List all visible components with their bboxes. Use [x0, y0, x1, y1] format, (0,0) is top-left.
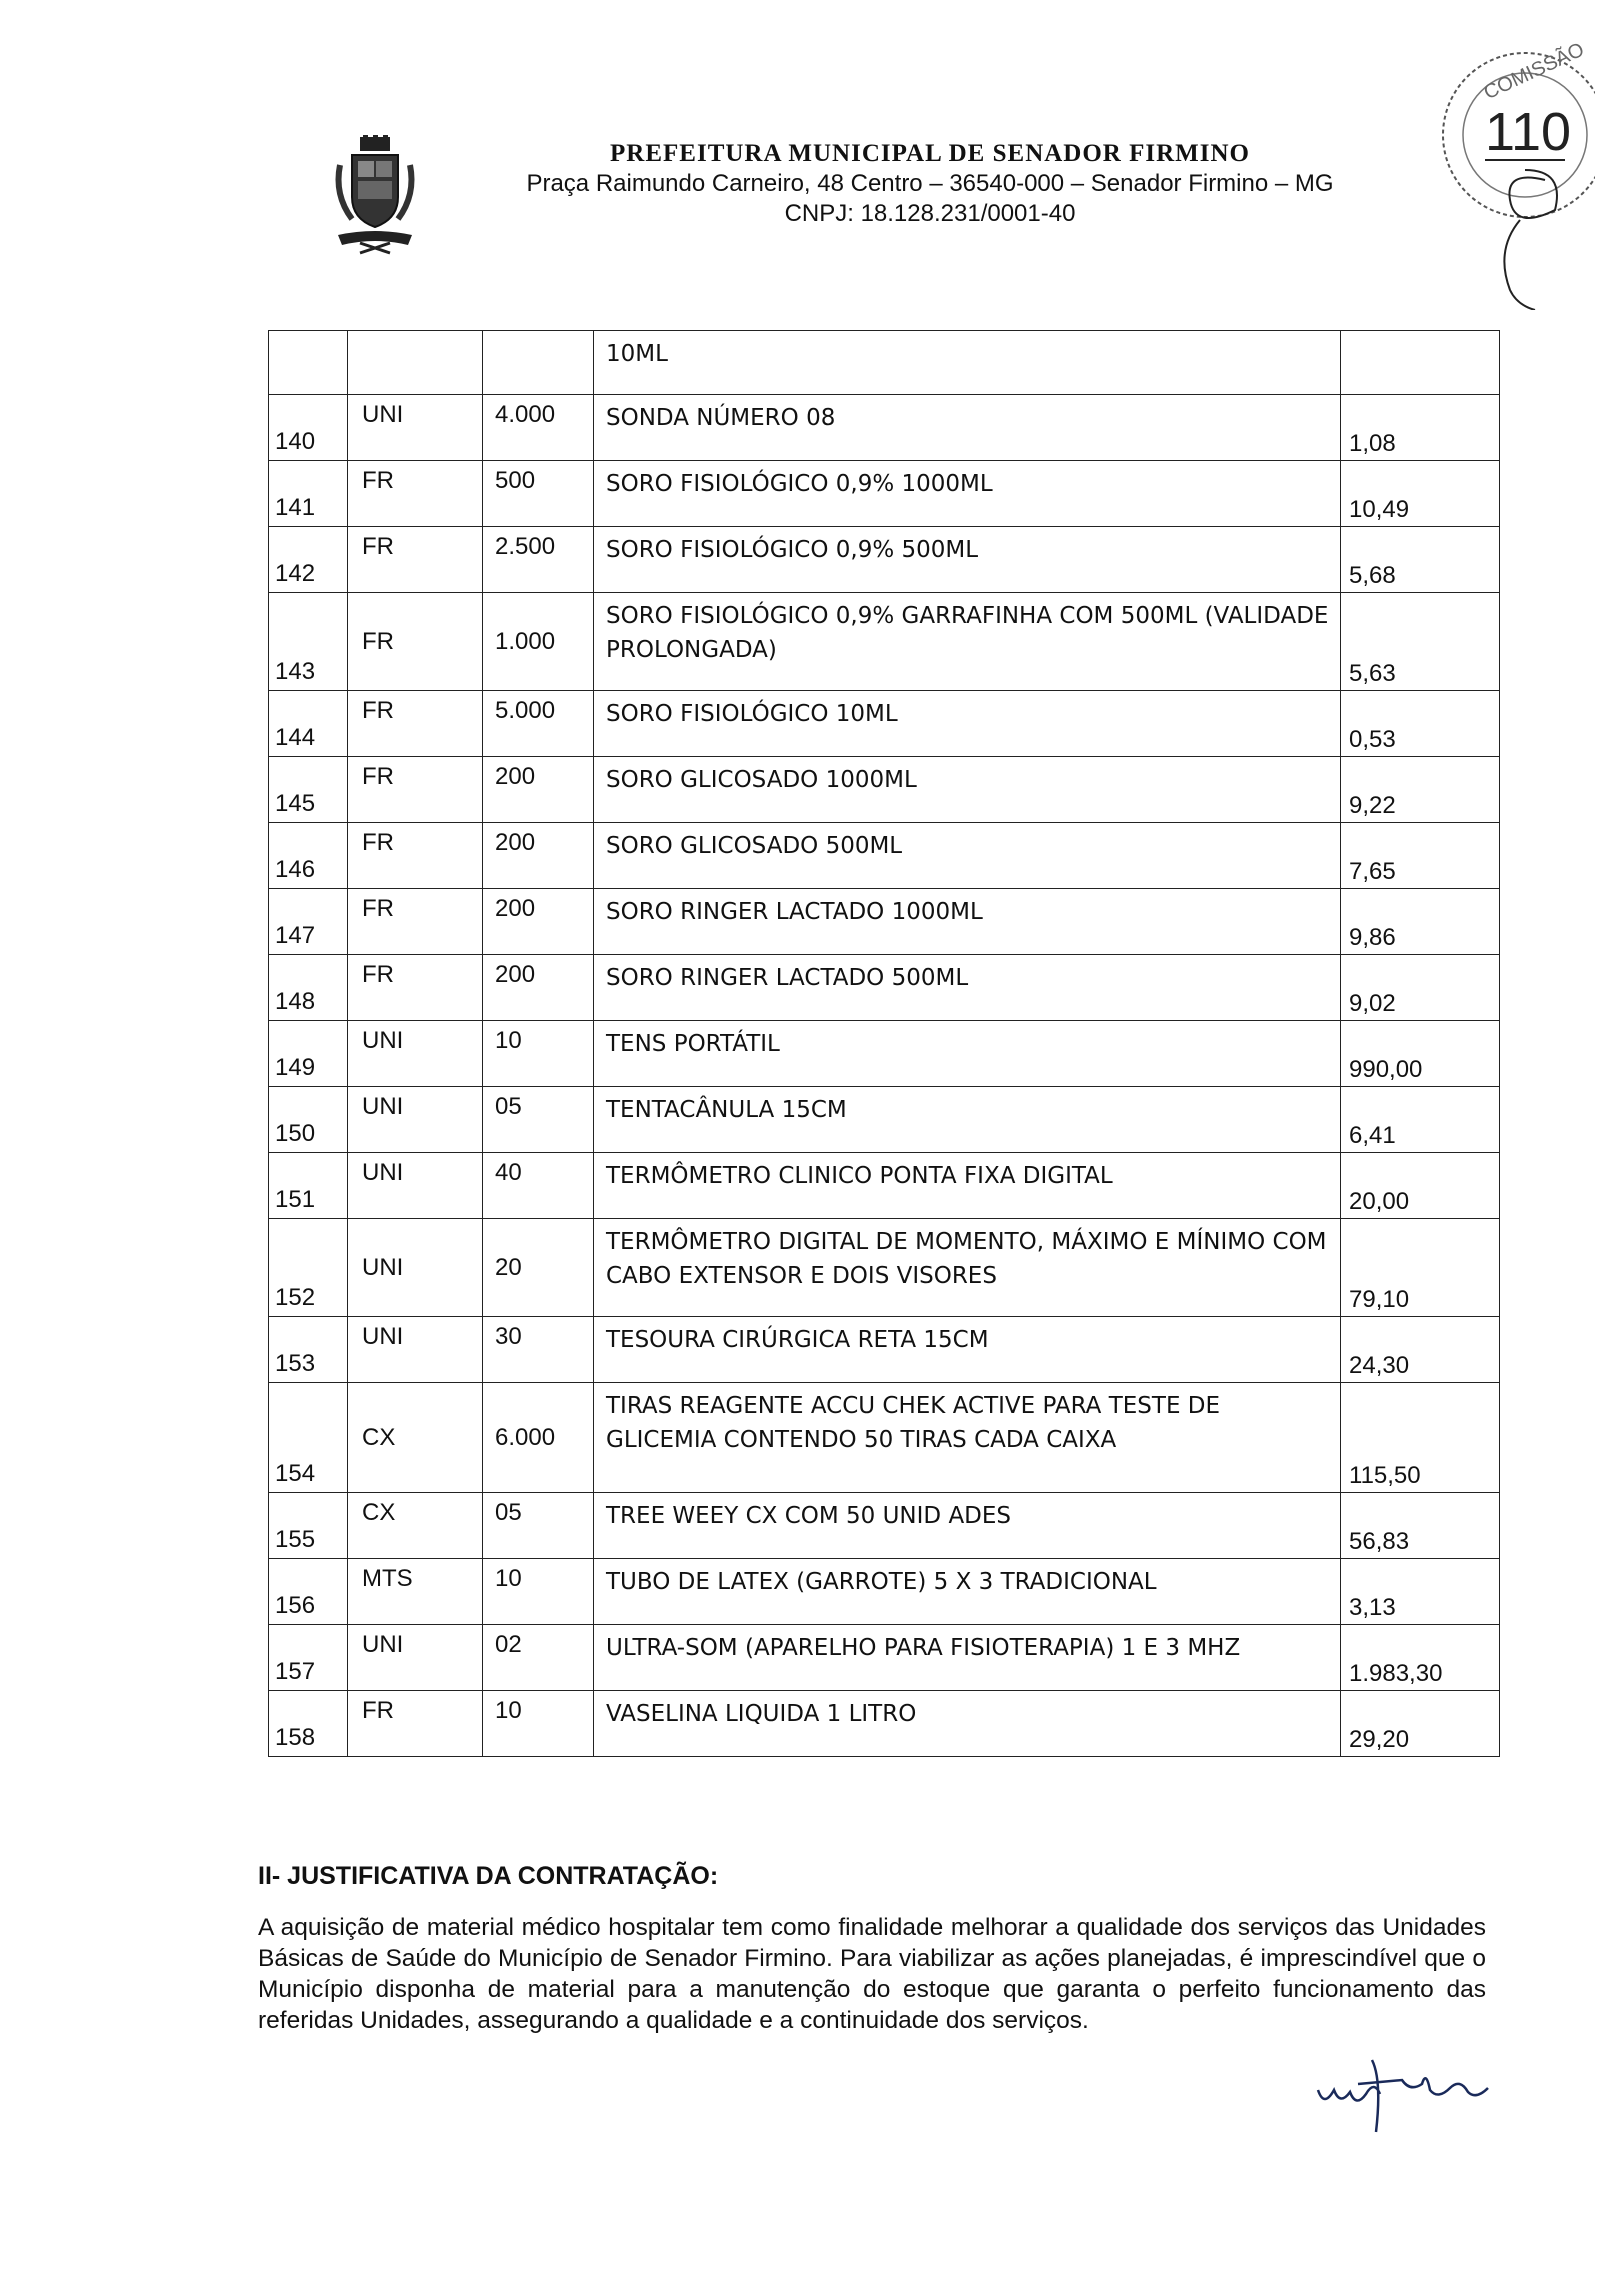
item-unit: FR: [348, 1691, 483, 1757]
prefeitura-cnpj: CNPJ: 18.128.231/0001-40: [784, 200, 1076, 227]
item-unit: FR: [348, 889, 483, 955]
item-number: 147: [269, 889, 348, 955]
item-number: 141: [269, 461, 348, 527]
item-quantity: 2.500: [483, 527, 594, 593]
table-row: [269, 1383, 1500, 1493]
table-row: [269, 461, 1500, 527]
item-description: TIRAS REAGENTE ACCU CHEK ACTIVE PARA TESTE DE GLICEMIA CONTENDO 50 TIRAS CADA CAIXA: [594, 1383, 1341, 1493]
table-row: [269, 955, 1500, 1021]
item-description: ULTRA-SOM (APARELHO PARA FISIOTERAPIA) 1 E 3 MHZ: [594, 1625, 1341, 1691]
table-row: [269, 527, 1500, 593]
item-number: 153: [269, 1317, 348, 1383]
item-quantity: 40: [483, 1153, 594, 1219]
item-number: 148: [269, 955, 348, 1021]
items-table: [268, 330, 1500, 1757]
table-row: [269, 395, 1500, 461]
item-unit-price: 20,00: [1341, 1153, 1500, 1219]
item-unit: MTS: [348, 1559, 483, 1625]
item-description: VASELINA LIQUIDA 1 LITRO: [594, 1691, 1341, 1757]
item-unit: CX: [348, 1383, 483, 1493]
item-unit: FR: [348, 691, 483, 757]
table-row: [269, 823, 1500, 889]
items-table-body: [269, 395, 1500, 1757]
item-description: SORO RINGER LACTADO 500ML: [594, 955, 1341, 1021]
item-unit: FR: [348, 955, 483, 1021]
item-unit: UNI: [348, 1625, 483, 1691]
item-description: TERMÔMETRO DIGITAL DE MOMENTO, MÁXIMO E MÍNIMO COM CABO EXTENSOR E DOIS VISORES: [594, 1219, 1341, 1317]
item-number: 149: [269, 1021, 348, 1087]
item-number: 140: [269, 395, 348, 461]
item-unit-price: 24,30: [1341, 1317, 1500, 1383]
item-unit-price: 1.983,30: [1341, 1625, 1500, 1691]
table-row: [269, 1317, 1500, 1383]
item-quantity: 05: [483, 1493, 594, 1559]
item-unit: UNI: [348, 1021, 483, 1087]
item-number: 155: [269, 1493, 348, 1559]
prefeitura-title: PREFEITURA MUNICIPAL DE SENADOR FIRMINO: [610, 140, 1250, 167]
item-quantity: 200: [483, 889, 594, 955]
item-quantity: 05: [483, 1087, 594, 1153]
item-number: 154: [269, 1383, 348, 1493]
item-number: 143: [269, 593, 348, 691]
table-row: [269, 593, 1500, 691]
item-unit-price: 29,20: [1341, 1691, 1500, 1757]
item-unit-price: 115,50: [1341, 1383, 1500, 1493]
stamp-text: COMISSÃO: [1480, 38, 1588, 105]
item-unit-price: 10,49: [1341, 461, 1500, 527]
item-description: SORO FISIOLÓGICO 0,9% GARRAFINHA COM 500ML (VALIDADE PROLONGADA): [594, 593, 1341, 691]
item-quantity: 200: [483, 823, 594, 889]
letterhead: [480, 140, 1380, 228]
item-quantity: 200: [483, 757, 594, 823]
item-description: SONDA NÚMERO 08: [594, 395, 1341, 461]
item-number: 142: [269, 527, 348, 593]
item-unit-price: 0,53: [1341, 691, 1500, 757]
table-cell: [483, 331, 594, 395]
table-row: [269, 1493, 1500, 1559]
item-unit-price: 9,86: [1341, 889, 1500, 955]
item-quantity: 30: [483, 1317, 594, 1383]
item-number: 144: [269, 691, 348, 757]
commission-stamp: [1425, 20, 1595, 310]
item-unit: UNI: [348, 1317, 483, 1383]
item-description: TERMÔMETRO CLINICO PONTA FIXA DIGITAL: [594, 1153, 1341, 1219]
item-number: 145: [269, 757, 348, 823]
item-number: 156: [269, 1559, 348, 1625]
item-unit-price: 56,83: [1341, 1493, 1500, 1559]
table-row: [269, 757, 1500, 823]
item-description: SORO FISIOLÓGICO 0,9% 500ML: [594, 527, 1341, 593]
item-quantity: 10: [483, 1559, 594, 1625]
item-quantity: 200: [483, 955, 594, 1021]
item-number: 158: [269, 1691, 348, 1757]
item-unit-price: 990,00: [1341, 1021, 1500, 1087]
item-quantity: 1.000: [483, 593, 594, 691]
stamp-page-number: 110: [1485, 102, 1572, 162]
item-quantity: 02: [483, 1625, 594, 1691]
table-cell: [269, 331, 348, 395]
item-number: 150: [269, 1087, 348, 1153]
item-description-continuation: 10ML: [594, 331, 1341, 395]
item-unit-price: 9,22: [1341, 757, 1500, 823]
table-row: [269, 1219, 1500, 1317]
table-row: [269, 889, 1500, 955]
table-row: [269, 1153, 1500, 1219]
item-description: TENS PORTÁTIL: [594, 1021, 1341, 1087]
table-cell: [348, 331, 483, 395]
item-unit-price: 7,65: [1341, 823, 1500, 889]
item-unit-price: 1,08: [1341, 395, 1500, 461]
table-row-continuation: [269, 331, 1500, 395]
section-paragraph: A aquisição de material médico hospitalar tem como finalidade melhorar a qualidade dos serviços das Unidades Básicas de Saúde do Município de Senador Firmino. Para viabilizar as ações planejadas, é imprescindível que o Município disponha de material para a manutenção do estoque que garanta o perfeito funcionamento das referidas Unidades, assegurando a qualidade e a continuidade dos serviços.: [258, 1914, 1486, 2034]
item-description: SORO GLICOSADO 500ML: [594, 823, 1341, 889]
item-unit: CX: [348, 1493, 483, 1559]
item-unit: FR: [348, 593, 483, 691]
item-quantity: 500: [483, 461, 594, 527]
item-unit-price: 6,41: [1341, 1087, 1500, 1153]
item-number: 146: [269, 823, 348, 889]
item-description: SORO FISIOLÓGICO 0,9% 1000ML: [594, 461, 1341, 527]
item-unit: FR: [348, 527, 483, 593]
table-row: [269, 1625, 1500, 1691]
item-unit: FR: [348, 461, 483, 527]
item-quantity: 5.000: [483, 691, 594, 757]
item-description: SORO FISIOLÓGICO 10ML: [594, 691, 1341, 757]
item-unit: UNI: [348, 1219, 483, 1317]
item-number: 157: [269, 1625, 348, 1691]
item-description: TREE WEEY CX COM 50 UNID ADES: [594, 1493, 1341, 1559]
item-description: TESOURA CIRÚRGICA RETA 15CM: [594, 1317, 1341, 1383]
item-description: SORO RINGER LACTADO 1000ML: [594, 889, 1341, 955]
item-unit-price: 3,13: [1341, 1559, 1500, 1625]
item-number: 152: [269, 1219, 348, 1317]
item-description: TUBO DE LATEX (GARROTE) 5 X 3 TRADICIONAL: [594, 1559, 1341, 1625]
item-description: TENTACÂNULA 15CM: [594, 1087, 1341, 1153]
item-unit: FR: [348, 823, 483, 889]
prefeitura-address: Praça Raimundo Carneiro, 48 Centro – 36540-000 – Senador Firmino – MG: [526, 170, 1334, 197]
item-unit: UNI: [348, 1153, 483, 1219]
item-unit-price: 5,63: [1341, 593, 1500, 691]
item-quantity: 20: [483, 1219, 594, 1317]
table-row: [269, 1691, 1500, 1757]
table-row: [269, 1559, 1500, 1625]
table-cell: [1341, 331, 1500, 395]
table-row: [269, 691, 1500, 757]
item-unit-price: 9,02: [1341, 955, 1500, 1021]
municipal-crest-logo: [330, 135, 420, 255]
section-heading: II- JUSTIFICATIVA DA CONTRATAÇÃO:: [258, 1862, 719, 1890]
item-unit: FR: [348, 757, 483, 823]
item-unit-price: 5,68: [1341, 527, 1500, 593]
item-number: 151: [269, 1153, 348, 1219]
item-unit: UNI: [348, 395, 483, 461]
item-quantity: 10: [483, 1691, 594, 1757]
item-description: SORO GLICOSADO 1000ML: [594, 757, 1341, 823]
item-quantity: 4.000: [483, 395, 594, 461]
table-row: [269, 1021, 1500, 1087]
item-quantity: 10: [483, 1021, 594, 1087]
table-row: [269, 1087, 1500, 1153]
handwritten-signature: [1310, 2050, 1500, 2140]
item-unit: UNI: [348, 1087, 483, 1153]
item-quantity: 6.000: [483, 1383, 594, 1493]
item-unit-price: 79,10: [1341, 1219, 1500, 1317]
